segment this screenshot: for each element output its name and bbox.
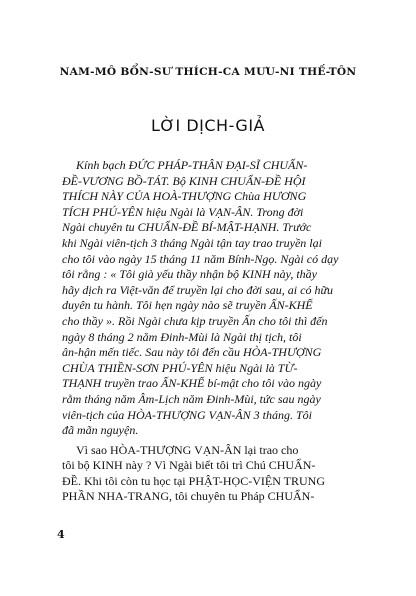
page-number: 4 xyxy=(57,528,65,541)
text-line: Ngài chuyên tu CHUẨN-ĐỀ BÍ-MẬT-HẠNH. Trước xyxy=(62,220,312,235)
text-line: cho tôi vào ngày 15 tháng 11 năm Bính-Ngọ. Ngài có dạy xyxy=(62,251,339,266)
text-line: Kính bạch ĐỨC PHÁP-THÂN ĐẠI-SĨ CHUẨN- xyxy=(76,158,308,172)
text-line: THÍCH NÀY CỦA HOÀ-THƯỢNG Chùa HƯƠNG xyxy=(62,189,307,204)
text-line: ĐỀ-VƯƠNG BỒ-TÁT. Bộ KINH CHUẨN-ĐỀ HỘI xyxy=(62,173,306,188)
running-head: NAM-MÔ BỔN-SƯ THÍCH-CA MƯU-NI THẾ-TÔN xyxy=(59,66,357,78)
text-line: ân-hận mến tiếc. Sau này tôi đến cầu HÒA-THƯỢNG xyxy=(62,345,322,360)
text-line: TÍCH PHÚ-YÊN hiệu Ngài là VẠN-ÂN. Trong đời xyxy=(62,204,304,219)
text-line: THẠNH truyền trao ẤN-KHẾ bí-mật cho tôi vào ngày xyxy=(62,376,322,391)
paragraph-2 xyxy=(62,443,378,505)
paragraph-1 xyxy=(62,158,378,439)
text-line: tôi rằng : « Tôi già yếu thầy nhận bộ KINH này, thầy xyxy=(62,267,317,282)
text-line: rằm tháng năm Âm-Lịch năm Đinh-Mùi, tức sau ngày xyxy=(62,391,321,406)
page-title: LỜI DỊCH-GIẢ xyxy=(151,116,265,135)
body-text xyxy=(62,158,378,505)
text-line: hãy dịch ra Việt-văn để truyền lại cho đời sau, ai có hữu xyxy=(62,282,334,297)
text-line: cho thầy ». Rồi Ngài chưa kịp truyền Ấn cho tôi thì đến xyxy=(62,313,328,328)
text-line: ĐỀ. Khi tôi còn tu học tại PHẬT-HỌC-VIỆN TRUNG xyxy=(62,473,325,488)
text-line: PHẦN NHA-TRANG, tôi chuyên tu Pháp CHUẨN- xyxy=(62,489,315,504)
text-line: duyên tu hành. Tôi hẹn ngày nào sẽ truyền ẤN-KHẾ xyxy=(62,298,313,313)
text-line: Vì sao HÒA-THƯỢNG VẠN-ÂN lại trao cho xyxy=(76,442,299,457)
text-line: ngày 8 tháng 2 năm Đinh-Mùi là Ngài thị tịch, tôi xyxy=(62,329,302,344)
text-line: viên-tịch của HÒA-THƯỢNG VẠN-ÂN 3 tháng. Tôi xyxy=(62,407,313,422)
text-line: đã mãn nguyện. xyxy=(62,423,139,438)
text-line: khi Ngài viên-tịch 3 tháng Ngài tận tay trao truyền lại xyxy=(62,235,322,250)
text-line: CHÙA THIỀN-SƠN PHÚ-YÊN hiệu Ngài là TỪ- xyxy=(62,360,298,375)
text-line: tôi bộ KINH này ? Vì Ngài biết tôi trì Chú CHUẨN- xyxy=(62,458,316,473)
